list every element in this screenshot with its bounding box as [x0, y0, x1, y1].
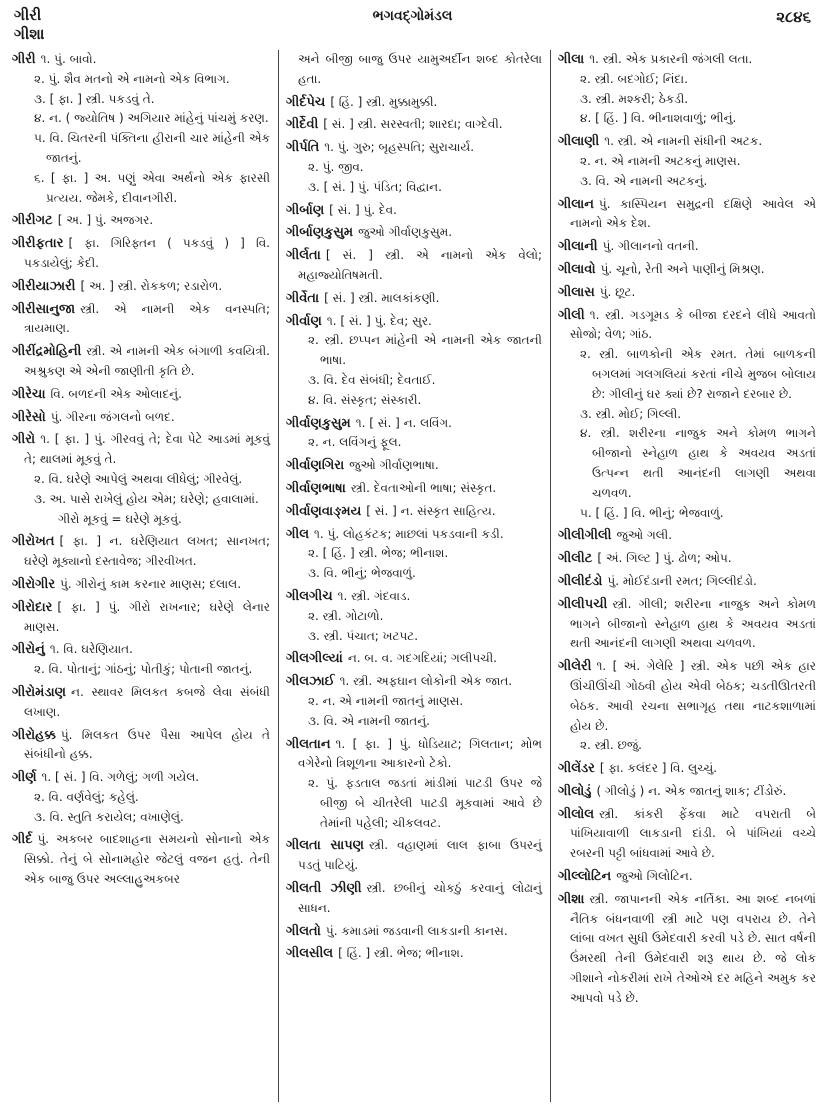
- dictionary-entry: [286, 115, 542, 135]
- dictionary-entry: [558, 260, 816, 280]
- dictionary-entry: [286, 201, 542, 221]
- dictionary-entry: [12, 532, 270, 572]
- entry-headword: ગીર્વેતા: [286, 290, 320, 306]
- entry-headword: ગીલસીલ: [286, 946, 334, 962]
- dictionary-entry: [558, 306, 816, 524]
- entry-definition: જુઓ ગલી.: [616, 528, 673, 543]
- entry-headword: ગીલતાન: [286, 736, 331, 752]
- entry-headword: ગીર્લતા: [286, 248, 321, 264]
- entry-sense: ૨. ન. લવિંગનું ફૂલ.: [308, 435, 402, 450]
- entry-definition: વિ. બળદની એક ઓલાદનું.: [50, 386, 182, 401]
- dictionary-entry: [286, 672, 542, 731]
- entry-headword: ગીરોમંડાણ: [12, 684, 67, 700]
- entry-headword: ગીર્બાણકુસુમ: [286, 225, 354, 241]
- dictionary-entry: [286, 93, 542, 113]
- dictionary-entry: [558, 132, 816, 191]
- dictionary-entry: [12, 408, 270, 428]
- entry-headword: ગીલ્લોટિન: [558, 869, 612, 885]
- dictionary-entry: [558, 595, 816, 654]
- entry-headword: ગીર્બાણ: [286, 202, 325, 218]
- dictionary-entry: [12, 50, 270, 208]
- entry-sense: ૨. સ્ત્રી. ગોટાળો.: [308, 608, 384, 623]
- entry-headword: ગીરીયાઝારી: [12, 278, 76, 294]
- entry-sense: ૨. સ્ત્રી. છજું.: [580, 738, 642, 753]
- entry-definition: [ સં. ] ન. સંસ્કૃત સાહિત્ય.: [366, 503, 496, 518]
- dictionary-entry: [558, 782, 816, 802]
- entry-definition: [ હિં. ] સ્ત્રી. મુક્કામુક્કી.: [330, 94, 438, 109]
- dictionary-entry: [286, 836, 542, 876]
- entry-headword: ગીર્વાણભાષા: [286, 480, 346, 496]
- entry-definition: ૧. [ સં. ] ન. લવિંગ.: [355, 415, 452, 430]
- entry-sense: ૪. ન. ( જ્યોતિષ ) અગિયાર માંહેનું પાંચમું કરણ.: [34, 111, 269, 126]
- entry-sense: ૨. પું. શૈવ મતનો એ નામનો એક વિભાગ.: [34, 71, 230, 86]
- entry-sense: ૨. સ્ત્રી. બદગોઈ; નિંદા.: [580, 71, 688, 86]
- dictionary-entry: [558, 50, 816, 129]
- entry-sense: ૨. પું. જીવ.: [308, 159, 364, 174]
- entry-headword: ગીલીપચી: [558, 596, 608, 612]
- entry-headword: ગીર્વાણવાઙ્મય: [286, 503, 362, 519]
- entry-definition: ૧. સ્ત્રી. એ નામની સંધીની અટક.: [604, 134, 763, 149]
- entry-sense: ૨. [ હિં. ] સ્ત્રી. ભેજ; ભીનાશ.: [308, 546, 449, 561]
- entry-definition: [ ફા. ] પું. ગીરો રાખનાર; ઘરેણે લેનાર માણસ.: [24, 599, 270, 634]
- dictionary-entry: [12, 277, 270, 297]
- dictionary-entry: [286, 414, 542, 454]
- entry-headword: ગીલઝાઈ: [286, 674, 335, 690]
- entry-sense: ૪. [ હિં. ] વિ. ભીનાશવાળું; ભીનું.: [580, 111, 737, 126]
- entry-definition: જુઓ ગીર્વાણકુસુમ.: [358, 225, 453, 240]
- dictionary-entry: [558, 572, 816, 592]
- entry-headword: ગીરેસો: [12, 409, 46, 425]
- entry-sense: ૩. સ્ત્રી. મશ્કરી; ઠેકડી.: [580, 91, 689, 106]
- entry-headword: ગીલીદંડો: [558, 573, 603, 589]
- dictionary-entry: [558, 759, 816, 779]
- dictionary-entry: [558, 805, 816, 864]
- entry-definition: [ હિં. ] સ્ત્રી. ભેજ; ભીનાશ.: [338, 946, 464, 961]
- dictionary-entry: [558, 195, 816, 235]
- dictionary-entry: [12, 300, 270, 340]
- guide-word-first: ગીરી: [14, 6, 42, 24]
- column-2: [286, 50, 542, 967]
- dictionary-entry: [12, 211, 270, 231]
- entry-sense: ૨. સ્ત્રી. બાળકોની એક રમત. તેમાં બાળકની બગલમાં ગલગલિયાં કરતાં નીચે મુજબ બોલાય છે: ગીલીનું ઘર ક્યાં છે? રાજાને દરબાર છે.: [580, 347, 816, 401]
- dictionary-entry: [286, 312, 542, 411]
- entry-definition: ૧. [ ફા. ] પું. ગીરવવું તે; દેવા પેટે આડમાં મૂકવું તે; થાલમાં મૂકવું તે.: [24, 432, 270, 467]
- entry-definition: સ્ત્રી. ગીલી; શરીરના નાજુક અને કોમળ ભાગને બીજાનો સ્નેહાળ હાથ કે અવયવ અડતાં થતી આનંદની લાગણી અથવા ચળવળ.: [570, 596, 816, 651]
- entry-sense: ૫. વિ. ચિતરની પંક્તિના હીરાની ચાર માંહેની એક જાતનું.: [34, 131, 270, 165]
- entry-definition: [ અં. ગિલ્ટ ] પું. ઢોળ; ઓપ.: [597, 551, 732, 566]
- entry-continuation: અને બીજી બાજુ ઉપર યામુઅર્દીન શબ્દ કોતરેલા હતા.: [298, 52, 542, 86]
- entry-definition: [ સં. ] સ્ત્રી. સરસ્વતી; શારદા; વાગ્દેવી.: [323, 117, 503, 132]
- entry-sense: ૨. વિ. પોતાનું; ગાંઠનું; પોતીકું; પોતાની જાતનું.: [34, 662, 253, 677]
- dictionary-entry: [558, 237, 816, 257]
- entry-definition: જુઓ ગીર્વાણભાષા.: [349, 458, 439, 473]
- entry-sense: ૩. વિ. સ્તુતિ કરાયેલ; વખાણેલું.: [34, 809, 184, 824]
- entry-definition: ૧. પું. બાવો.: [40, 52, 97, 66]
- entry-headword: ગીરોગીર: [12, 576, 56, 592]
- entry-definition: પું. ગીરોનું કામ કરનાર માણસ; દલાલ.: [60, 576, 242, 591]
- entry-headword: ગીલેંડર: [558, 761, 595, 777]
- entry-sense: ૩. વિ. દેવ સંબંધી; દેવતાઈ.: [308, 372, 436, 387]
- entry-sense: ૩. [ સં. ] પું. પંડિત; વિદ્વાન.: [308, 179, 442, 194]
- dictionary-entry: [558, 890, 816, 1009]
- entry-definition: પું. ગીલાનનો વતની.: [602, 239, 699, 254]
- dictionary-entry: [286, 649, 542, 669]
- dictionary-entry: [286, 502, 542, 522]
- dictionary-entry: [558, 283, 816, 303]
- dictionary-entry: [558, 526, 816, 546]
- entry-headword: ગીલોડું: [558, 783, 592, 799]
- entry-headword: ગીરીફતાર: [12, 236, 64, 252]
- dictionary-entry: [286, 879, 542, 919]
- dictionary-entry: [286, 922, 542, 942]
- entry-headword: ગીલાવો: [558, 261, 596, 277]
- dictionary-entry: [12, 430, 270, 529]
- entry-definition: ૧. સ્ત્રી. અફઘાન લોકોની એક જાત.: [339, 674, 513, 689]
- entry-sense: ૨. વિ. ઘરેણે આપેલું અથવા લીધેલું; ગીરવેલું.: [34, 471, 243, 486]
- entry-definition: સ્ત્રી. કાંકરી ફેંકવા માટે વપરાતી બે પાંખિયાવાળી લાકડાની દાંડી. બે પાંખિયાં વચ્ચે રબરની પટ્ટી બાંધવામાં આવે છે.: [570, 806, 816, 861]
- column-3: [558, 50, 816, 1012]
- dictionary-entry: [12, 768, 270, 827]
- entry-definition: ૧. [ ફા. ] પું. ધોડિયાટ; ગિલતાન; મોભ વગેરેનો ત્રિશૂળના આકારનો ટેકો.: [298, 736, 542, 771]
- entry-definition: ૧. [ સં. ] પું. દેવ; સુર.: [326, 313, 432, 328]
- entry-headword: ગીશા: [558, 891, 585, 907]
- entry-definition: સ્ત્રી. વહાણમાં લાલ ફાબા ઉપરનું પડતું પાટિયું.: [298, 838, 543, 873]
- entry-definition: [ ફા. કલંદર ] વિ. લુચ્ચું.: [599, 761, 718, 776]
- entry-definition: [ ફા. ] ન. ઘરેણિયાત લખત; સાનખત; ઘરેણે મૂક્યાનો દસ્તાવેજ; ગીરવીખત.: [24, 534, 270, 569]
- entry-definition: ૧. [ અં. ગેલેરિ ] સ્ત્રી. એક પછી એક હાર ઊંચીઊંચી ગોઠવી હોય એવી બેઠક; ચડતીઊતરતી બેઠક. આવી રચના સભાગૃહ તથા નાટકશાળામાં હોય છે.: [570, 659, 816, 733]
- page-number: ૨૮૪૬: [776, 8, 811, 26]
- entry-definition: [ ફા. ગિરિફ્તન ( પકડવું ) ] વિ. પકડાયેલું; કેદી.: [24, 236, 270, 270]
- entry-headword: ગીરીસાનુજા: [12, 301, 76, 317]
- entry-sense: ૬. [ ફા. ] અ. પણું એવા અર્થનો એક ફારસી પ્રત્યય. જેમકે, દીવાનગીરી.: [34, 170, 270, 205]
- entry-definition: પું. ગીરના જંગલનો બળદ.: [50, 409, 175, 424]
- column-1: [12, 50, 270, 893]
- entry-definition: ૧. સ્ત્રી. ગડગૂમડ કે બીજા દરદને લીધે આવતો સોજો; વેળ; ગાંઠ.: [570, 307, 816, 342]
- entry-definition: સ્ત્રી. એ નામની એક વનસ્પતિ; ત્રાયમાણ.: [24, 301, 270, 336]
- book-title: ભગવદ્ગોમંડલ: [372, 8, 453, 24]
- entry-definition: [ સં. ] પું. દેવ.: [329, 202, 397, 217]
- entry-sense: ૨. વિ. વર્ણવેલું; કહેલું.: [34, 789, 139, 804]
- guide-word-last: ગીશા: [14, 25, 45, 43]
- dictionary-entry: [286, 138, 542, 197]
- entry-headword: ગીર્વાણ: [286, 313, 322, 329]
- entry-headword: ગીલતો: [286, 923, 321, 939]
- entry-sense: ૩. વિ. એ નામની અટકનું.: [580, 173, 708, 188]
- entry-headword: ગીરોનું: [12, 642, 45, 658]
- entry-sense: ૫. [ હિં. ] વિ. ભીનું; ભેજવાળું.: [580, 505, 724, 520]
- entry-definition: [ અ. ] સ્ત્રી. રોકકળ; રડારોળ.: [80, 278, 223, 293]
- entry-sense: ૩. વિ. ભીનું; ભેજવાળું.: [308, 566, 416, 581]
- column-divider: [278, 50, 279, 1102]
- entry-sense: ૨. પું. ફડતાલ જડતાં માંડીમાં પાટડી ઉપર જે બીજી બે ચીતરેલી પાટડી મૂકવામાં આવે છે તેમાંની પહેલી; ચીકલવટ.: [308, 776, 542, 830]
- entry-definition: પું. મિલકત ઉપર પૈસા આપેલ હોય તે સંબંધીનો હક્ક.: [24, 727, 270, 762]
- dictionary-entry: [558, 867, 816, 887]
- entry-headword: ગીલીગીલી: [558, 528, 612, 544]
- entry-headword: ગીલેરી: [558, 659, 592, 675]
- dictionary-entry: [286, 456, 542, 476]
- entry-definition: જુઓ ગિલોટિન.: [616, 869, 693, 884]
- dictionary-entry: [286, 944, 542, 964]
- dictionary-entry: [286, 223, 542, 243]
- entry-definition: પું. છૂટ.: [599, 284, 636, 299]
- entry-definition: સ્ત્રી. છબીનું ચોકઠું કરવાનું લોઢાનું સાધન.: [298, 881, 542, 915]
- dictionary-entry: [12, 342, 270, 382]
- entry-phrase: ગીરો મૂકવું = ઘરેણે મૂકવું.: [58, 511, 182, 526]
- dictionary-entry: [12, 575, 270, 595]
- entry-headword: ગીરોદાર: [12, 599, 53, 615]
- entry-definition: પું. કમાડમાં જડવાની લાકડાની કાનસ.: [325, 923, 508, 938]
- entry-definition: ( ગીલોડું ) ન. એક જાતનું શાક; ટીંડોરું.: [596, 783, 787, 798]
- dictionary-entry: [286, 246, 542, 286]
- entry-definition: [ સં. ] સ્ત્રી. માલકાંકણી.: [324, 290, 440, 305]
- entry-definition: સ્ત્રી. એ નામની એક બંગાળી કવયિત્રી. અશ્રુકણ એ એની જાણીતી કૃતિ છે.: [24, 344, 270, 378]
- entry-headword: ગીર્ણ: [12, 770, 37, 786]
- entry-sense: ૨. સ્ત્રી. છપ્પન માંહેની એ નામની એક જાતની ભાષા.: [308, 333, 542, 368]
- entry-headword: ગીલીટ: [558, 551, 593, 567]
- entry-definition: [ અ. ] પું. અજગર.: [57, 213, 154, 228]
- entry-sense: ૩. [ ફા. ] સ્ત્રી. પકડવું તે.: [34, 91, 155, 106]
- dictionary-entry: [12, 830, 270, 889]
- entry-headword: ગીલી: [558, 307, 585, 323]
- entry-headword: ગીલાન: [558, 196, 594, 212]
- entry-sense: ૪. વિ. સંસ્કૃત; સંસ્કારી.: [308, 392, 422, 407]
- entry-definition: ૧. [ સં. ] વિ. ગળેલું; ગળી ગયેલ.: [41, 770, 200, 785]
- entry-headword: ગીલાસ: [558, 284, 595, 300]
- dictionary-entry: [12, 234, 270, 274]
- dictionary-entry: [12, 726, 270, 766]
- entry-headword: ગીલાની: [558, 239, 598, 255]
- entry-definition: ન. સ્થાવર મિલકત કબજે લેવા સંબંધી લખાણ.: [24, 684, 270, 719]
- entry-headword: ગીરી: [12, 52, 36, 67]
- entry-sense: ૩. વિ. એ નામની જાતનું.: [308, 713, 430, 728]
- entry-sense: ૩. સ્ત્રી. મોઈ; ગિલ્લી.: [580, 406, 682, 421]
- dictionary-entry: [12, 640, 270, 680]
- dictionary-entry: [558, 657, 816, 756]
- entry-definition: ૧. સ્ત્રી. એક પ્રકારની જંગલી લતા.: [589, 52, 753, 66]
- entry-headword: ગીલગીચ: [286, 588, 333, 604]
- entry-sense: ૩. અ. પાસે રાખેલું હોય એમ; ઘરેણે; હવાલામાં.: [34, 491, 259, 506]
- dictionary-entry: [12, 683, 270, 723]
- entry-definition: ૧. પું. ગુરુ; બૃહસ્પતિ; સુરાચાર્ય.: [324, 140, 475, 155]
- entry-definition: સ્ત્રી. દેવતાઓની ભાષા; સંસ્કૃત.: [350, 480, 497, 495]
- entry-definition: [ સં. ] સ્ત્રી. એ નામનો એક વેલો; મહાજ્યોતિષમતી.: [298, 248, 542, 282]
- entry-definition: પું. મોઈદંડાની રમત; ગિલ્લીદંડો.: [607, 573, 757, 588]
- entry-definition: પું. કાસ્પિયન સમુદ્રની દક્ષિણે આવેલ એ નામનો એક દેશ.: [570, 196, 816, 231]
- column-divider: [550, 50, 551, 1102]
- entry-headword: ગીરેચા: [12, 386, 46, 402]
- entry-headword: ગીર્દેવી: [286, 117, 319, 133]
- dictionary-entry: [286, 525, 542, 584]
- entry-sense: ૪. સ્ત્રી. શરીરના નાજુક અને કોમળ ભાગને બીજાનો સ્નેહાળ હાથ કે અવયવ અડતાં ઉત્પન્ન થતી આનંદની લાગણી અથવા ચળવળ.: [580, 426, 816, 500]
- dictionary-entry: [12, 385, 270, 405]
- entry-headword: ગીલ: [286, 526, 310, 542]
- entry-headword: ગીરીંદ્રમોહિની: [12, 344, 82, 360]
- dictionary-entry: [286, 289, 542, 309]
- entry-sense: ૩. સ્ત્રી. પંચાત; ખટપટ.: [308, 628, 419, 643]
- dictionary-entry: [558, 549, 816, 569]
- entry-headword: ગીર્દ: [12, 832, 33, 848]
- entry-headword: ગીર્વાણગિરા: [286, 458, 345, 474]
- entry-definition: ૧. વિ. ઘરેણિયાત.: [49, 642, 133, 657]
- entry-headword: ગીલતી ઝીણી: [286, 881, 362, 897]
- entry-headword: ગીલા: [558, 52, 585, 67]
- entry-sense: ૨. ન. એ નામની અટકનું માણસ.: [580, 153, 741, 168]
- entry-headword: ગીલતા સાપણ: [286, 838, 365, 854]
- entry-definition: ૧. પું. લોહકંટક; માછલાં પકડવાની કડી.: [314, 526, 504, 541]
- entry-headword: ગીર્દપેચ: [286, 94, 326, 110]
- entry-headword: ગીરીગટ: [12, 213, 53, 229]
- dictionary-entry: [286, 735, 542, 834]
- entry-headword: ગીલગીલ્યાં: [286, 651, 343, 667]
- entry-headword: ગીલોલ: [558, 806, 595, 822]
- dictionary-entry: [12, 598, 270, 638]
- entry-headword: ગીર્વાણકુસુમ: [286, 415, 351, 431]
- entry-headword: ગીરોખત: [12, 534, 55, 550]
- entry-definition: પું. અકબર બાદશાહના સમયનો સોનાનો એક સિક્કો. તેનું બે સોનામહોર જેટલું વજન હતું. તેની એક બાજુ ઉપર અલ્લાહુઅકબર: [24, 832, 270, 887]
- entry-definition: સ્ત્રી. જાપાનની એક નર્તિકા. આ શબ્દ નબળાં નૈતિક બંધનવાળી સ્ત્રી માટે પણ વપરાય છે. તેને લાંબા વખત સુધી ઉમેદવારી કરવી પડે છે. સાત વર્ષની ઉંમરથી તેની ઉમેદવારી શરૂ થાય છે. જે લોક ગીશાને નોકરીમાં રાખે તેઓએ દર મહિને અમુક કર આપવો પડે છે.: [570, 891, 816, 1005]
- entry-sense: ૨. ન. એ નામની જાતનું માણસ.: [308, 693, 464, 708]
- entry-definition: ન. બ. વ. ગદગદિયાં; ગલીપચી.: [347, 651, 497, 666]
- entry-headword: ગીરો: [12, 432, 36, 448]
- entry-definition: પું. ચૂનો, રેતી અને પાણીનું મિશ્રણ.: [600, 261, 765, 276]
- entry-headword: ગીરોહક્ક: [12, 727, 56, 743]
- entry-headword: ગીર્પતિ: [286, 140, 320, 156]
- entry-headword: ગીલાણી: [558, 134, 600, 150]
- entry-definition: ૧. સ્ત્રી. ગંદવાડ.: [337, 588, 411, 603]
- dictionary-entry: [286, 587, 542, 646]
- page-header: [0, 6, 825, 48]
- dictionary-entry: [286, 479, 542, 499]
